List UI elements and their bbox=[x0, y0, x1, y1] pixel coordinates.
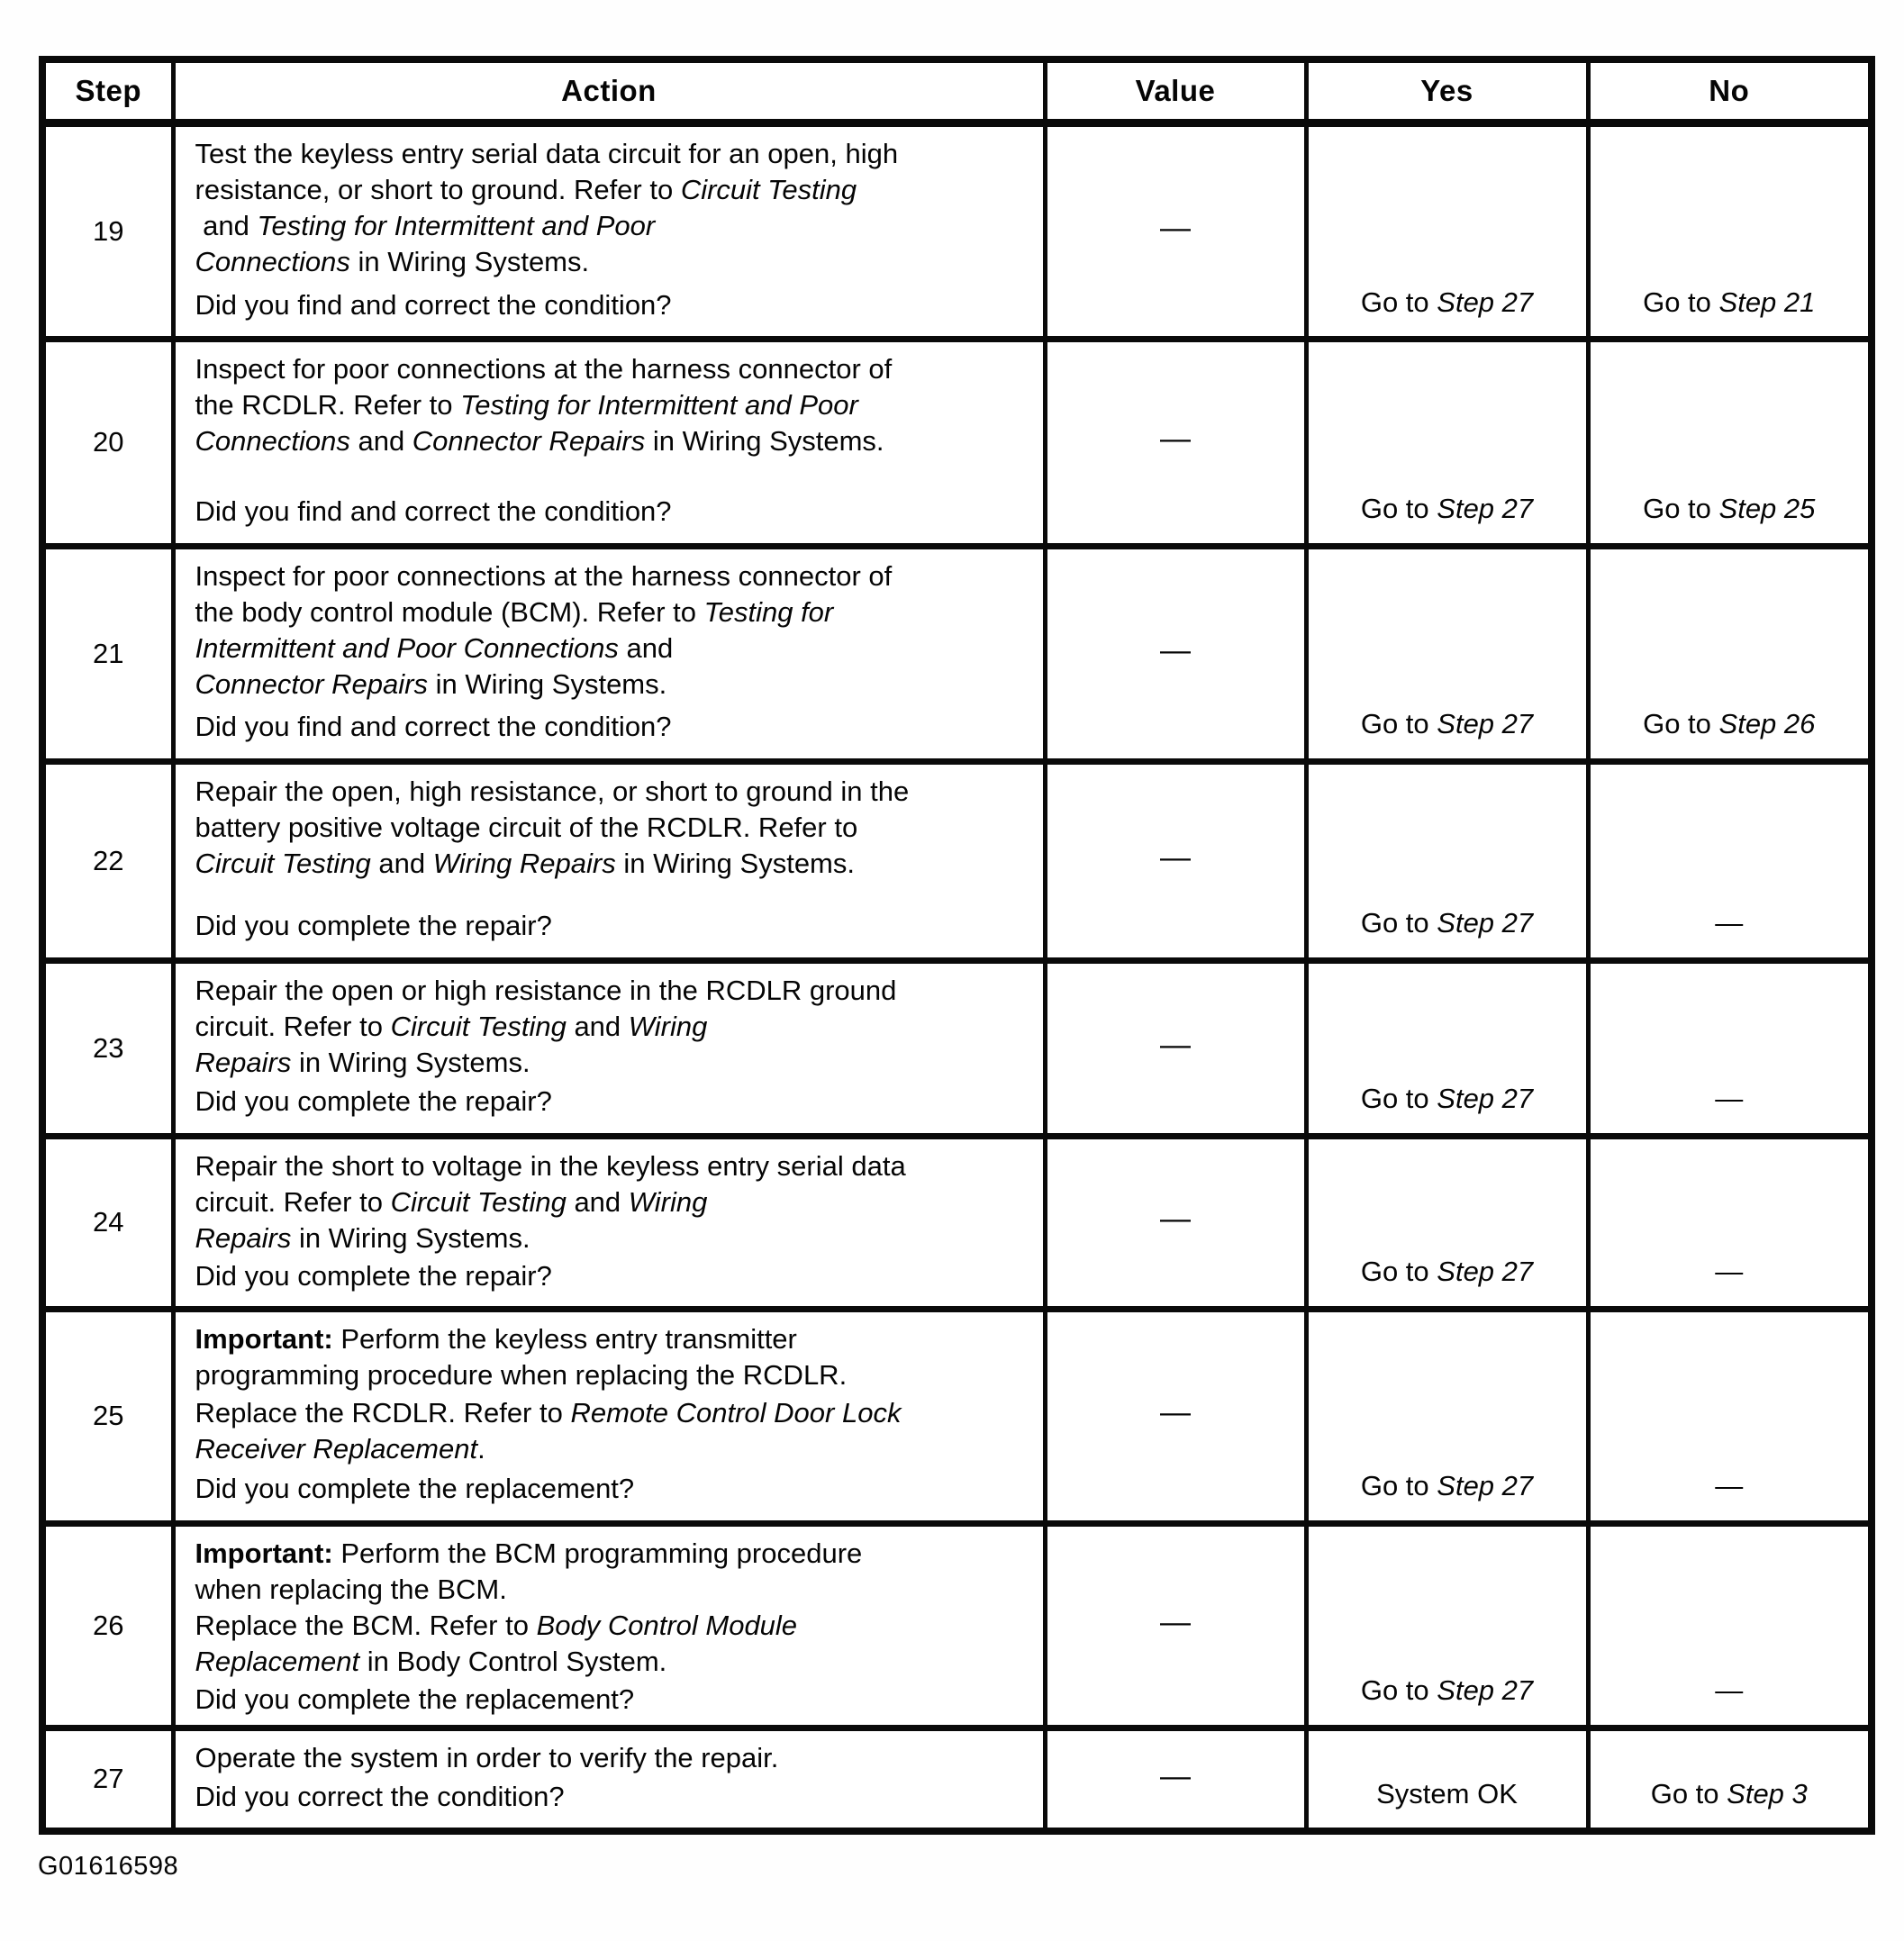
action-cell bbox=[173, 546, 1045, 761]
action-text bbox=[176, 342, 1043, 537]
value-dash: — bbox=[1160, 1604, 1191, 1639]
yes-text bbox=[1309, 549, 1586, 752]
action-cell bbox=[173, 960, 1045, 1136]
no-line: Go to Step 21 bbox=[1643, 286, 1816, 318]
table-row bbox=[42, 1309, 1872, 1523]
question-text: Did you find and correct the condition? bbox=[195, 288, 672, 321]
table-row bbox=[42, 339, 1872, 546]
action-line: Important: Perform the BCM programming procedure bbox=[195, 1537, 863, 1569]
step-cell: 19 bbox=[42, 122, 173, 339]
action-line: Circuit Testing and Wiring Repairs in Wiring Systems. bbox=[195, 847, 855, 879]
action-text bbox=[176, 1527, 1043, 1719]
question-text: Did you complete the repair? bbox=[195, 1259, 552, 1292]
action-line: Inspect for poor connections at the harness connector of bbox=[195, 559, 893, 592]
action-line: Repairs in Wiring Systems. bbox=[195, 1046, 530, 1078]
value-cell bbox=[1045, 1728, 1306, 1831]
action-line: Connections in Wiring Systems. bbox=[195, 245, 590, 277]
yes-text bbox=[1309, 1139, 1586, 1300]
header-value: Value bbox=[1045, 59, 1306, 122]
action-paragraph bbox=[195, 1395, 1029, 1467]
header-step: Step bbox=[42, 59, 173, 122]
no-line: Go to Step 3 bbox=[1650, 1777, 1808, 1809]
action-text bbox=[176, 549, 1043, 752]
yes-cell bbox=[1306, 1523, 1588, 1728]
action-text bbox=[176, 964, 1043, 1127]
step-cell: 24 bbox=[42, 1136, 173, 1309]
value-dash: — bbox=[1160, 1395, 1191, 1429]
action-line: Repair the open, high resistance, or short to ground in the bbox=[195, 775, 910, 807]
no-text bbox=[1591, 964, 1869, 1127]
no-line: Go to Step 25 bbox=[1643, 492, 1816, 524]
value-cell bbox=[1045, 1136, 1306, 1309]
yes-cell bbox=[1306, 1728, 1588, 1831]
step-cell: 23 bbox=[42, 960, 173, 1136]
value-dash: — bbox=[1160, 632, 1191, 667]
action-cell bbox=[173, 339, 1045, 546]
action-paragraph bbox=[195, 1148, 1029, 1256]
action-paragraph bbox=[195, 1608, 1029, 1680]
yes-line: Go to Step 27 bbox=[1360, 707, 1534, 739]
yes-cell bbox=[1306, 761, 1588, 960]
yes-cell bbox=[1306, 546, 1588, 761]
action-text bbox=[176, 127, 1043, 331]
yes-line: Go to Step 27 bbox=[1360, 906, 1534, 939]
action-cell bbox=[173, 1523, 1045, 1728]
action-line: programming procedure when replacing the RCDLR. bbox=[195, 1358, 848, 1391]
question-text: Did you complete the replacement? bbox=[195, 1472, 635, 1504]
yes-text bbox=[1309, 1527, 1586, 1719]
action-line: Repair the open or high resistance in the RCDLR ground bbox=[195, 974, 897, 1006]
action-line: Test the keyless entry serial data circuit for an open, high bbox=[195, 137, 899, 169]
action-line: Repairs in Wiring Systems. bbox=[195, 1221, 530, 1254]
no-text bbox=[1591, 1731, 1869, 1822]
value-cell bbox=[1045, 960, 1306, 1136]
no-line: — bbox=[1715, 1469, 1744, 1501]
no-cell bbox=[1588, 339, 1872, 546]
action-line: Repair the short to voltage in the keyless entry serial data bbox=[195, 1149, 906, 1182]
action-line: Receiver Replacement. bbox=[195, 1432, 485, 1465]
question-text: Did you find and correct the condition? bbox=[195, 494, 672, 527]
no-cell bbox=[1588, 1523, 1872, 1728]
figure-number: G01616598 bbox=[38, 1852, 179, 1881]
header-no: No bbox=[1588, 59, 1872, 122]
value-dash: — bbox=[1160, 211, 1191, 245]
action-paragraph bbox=[195, 351, 1029, 459]
step-cell: 21 bbox=[42, 546, 173, 761]
header-action: Action bbox=[173, 59, 1045, 122]
yes-cell bbox=[1306, 1136, 1588, 1309]
action-cell bbox=[173, 1136, 1045, 1309]
question-text: Did you find and correct the condition? bbox=[195, 710, 672, 742]
yes-text bbox=[1309, 342, 1586, 537]
yes-cell bbox=[1306, 960, 1588, 1136]
action-text bbox=[176, 1312, 1043, 1514]
value-dash: — bbox=[1160, 422, 1191, 456]
no-cell bbox=[1588, 1309, 1872, 1523]
action-paragraph bbox=[195, 1536, 1029, 1608]
action-line: Connections and Connector Repairs in Wiring Systems. bbox=[195, 424, 884, 457]
action-line: Replacement in Body Control System. bbox=[195, 1645, 667, 1677]
yes-line: Go to Step 27 bbox=[1360, 1082, 1534, 1114]
value-cell bbox=[1045, 339, 1306, 546]
action-line: Replace the RCDLR. Refer to Remote Control Door Lock bbox=[195, 1396, 902, 1429]
yes-text bbox=[1309, 765, 1586, 951]
action-text bbox=[176, 1139, 1043, 1300]
no-text bbox=[1591, 549, 1869, 752]
no-text bbox=[1591, 342, 1869, 537]
header-yes: Yes bbox=[1306, 59, 1588, 122]
yes-cell bbox=[1306, 339, 1588, 546]
action-cell bbox=[173, 1309, 1045, 1523]
action-line: the RCDLR. Refer to Testing for Intermittent and Poor bbox=[195, 388, 858, 421]
action-paragraph bbox=[195, 774, 1029, 882]
header-row bbox=[42, 59, 1872, 122]
action-line: Connector Repairs in Wiring Systems. bbox=[195, 667, 667, 700]
action-cell bbox=[173, 761, 1045, 960]
table-body bbox=[42, 122, 1872, 1831]
yes-cell bbox=[1306, 122, 1588, 339]
no-text bbox=[1591, 1527, 1869, 1719]
no-line: — bbox=[1715, 1255, 1744, 1287]
yes-text bbox=[1309, 1731, 1586, 1822]
action-cell bbox=[173, 122, 1045, 339]
table-row bbox=[42, 1136, 1872, 1309]
value-dash: — bbox=[1160, 1202, 1191, 1236]
no-text bbox=[1591, 765, 1869, 951]
value-cell bbox=[1045, 761, 1306, 960]
question-text: Did you correct the condition? bbox=[195, 1780, 565, 1812]
action-paragraph bbox=[195, 1321, 1029, 1393]
table-row bbox=[42, 960, 1872, 1136]
action-line: when replacing the BCM. bbox=[195, 1573, 507, 1605]
value-dash: — bbox=[1160, 1758, 1191, 1793]
step-cell: 26 bbox=[42, 1523, 173, 1728]
no-line: Go to Step 26 bbox=[1643, 707, 1816, 739]
action-line: circuit. Refer to Circuit Testing and Wiring bbox=[195, 1010, 708, 1042]
no-text bbox=[1591, 1312, 1869, 1514]
question-text: Did you complete the replacement? bbox=[195, 1683, 635, 1715]
action-line: Inspect for poor connections at the harness connector of bbox=[195, 352, 893, 385]
action-line: and Testing for Intermittent and Poor bbox=[195, 209, 656, 241]
no-cell bbox=[1588, 546, 1872, 761]
yes-line: Go to Step 27 bbox=[1360, 1469, 1534, 1501]
table-row bbox=[42, 122, 1872, 339]
yes-cell bbox=[1306, 1309, 1588, 1523]
action-line: Intermittent and Poor Connections and bbox=[195, 631, 674, 664]
no-text bbox=[1591, 127, 1869, 331]
yes-line: Go to Step 27 bbox=[1360, 1255, 1534, 1287]
value-cell bbox=[1045, 1309, 1306, 1523]
action-line: Important: Perform the keyless entry transmitter bbox=[195, 1322, 797, 1355]
step-cell: 22 bbox=[42, 761, 173, 960]
action-paragraph bbox=[195, 136, 1029, 280]
action-line: Operate the system in order to verify the repair. bbox=[195, 1741, 779, 1773]
value-dash: — bbox=[1160, 839, 1191, 875]
action-line: circuit. Refer to Circuit Testing and Wiring bbox=[195, 1185, 708, 1218]
no-line: — bbox=[1715, 1673, 1744, 1706]
table-row bbox=[42, 546, 1872, 761]
yes-text bbox=[1309, 1312, 1586, 1514]
action-cell bbox=[173, 1728, 1045, 1831]
action-paragraph bbox=[195, 973, 1029, 1081]
action-paragraph bbox=[195, 558, 1029, 703]
no-line: — bbox=[1715, 1082, 1744, 1114]
action-line: Replace the BCM. Refer to Body Control Module bbox=[195, 1609, 798, 1641]
question-text: Did you complete the repair? bbox=[195, 909, 552, 941]
action-text bbox=[176, 1731, 1043, 1822]
action-line: resistance, or short to ground. Refer to Circuit Testing bbox=[195, 173, 857, 205]
no-cell bbox=[1588, 960, 1872, 1136]
step-cell: 25 bbox=[42, 1309, 173, 1523]
yes-line: System OK bbox=[1376, 1777, 1518, 1809]
value-cell bbox=[1045, 1523, 1306, 1728]
yes-line: Go to Step 27 bbox=[1360, 1673, 1534, 1706]
value-dash: — bbox=[1160, 1027, 1191, 1062]
action-text bbox=[176, 765, 1043, 951]
action-line: battery positive voltage circuit of the RCDLR. Refer to bbox=[195, 811, 858, 843]
yes-line: Go to Step 27 bbox=[1360, 492, 1534, 524]
no-line: — bbox=[1715, 906, 1744, 939]
table-row bbox=[42, 761, 1872, 960]
step-cell: 27 bbox=[42, 1728, 173, 1831]
action-paragraph bbox=[195, 1740, 1029, 1776]
step-cell: 20 bbox=[42, 339, 173, 546]
action-line: the body control module (BCM). Refer to Testing for bbox=[195, 595, 834, 628]
no-text bbox=[1591, 1139, 1869, 1300]
no-cell bbox=[1588, 1136, 1872, 1309]
no-cell bbox=[1588, 1728, 1872, 1831]
no-cell bbox=[1588, 122, 1872, 339]
yes-line: Go to Step 27 bbox=[1360, 286, 1534, 318]
question-text: Did you complete the repair? bbox=[195, 1084, 552, 1117]
table-row bbox=[42, 1523, 1872, 1728]
yes-text bbox=[1309, 964, 1586, 1127]
diagnostic-table bbox=[39, 56, 1875, 1835]
table-row bbox=[42, 1728, 1872, 1831]
value-cell bbox=[1045, 122, 1306, 339]
no-cell bbox=[1588, 761, 1872, 960]
value-cell bbox=[1045, 546, 1306, 761]
yes-text bbox=[1309, 127, 1586, 331]
